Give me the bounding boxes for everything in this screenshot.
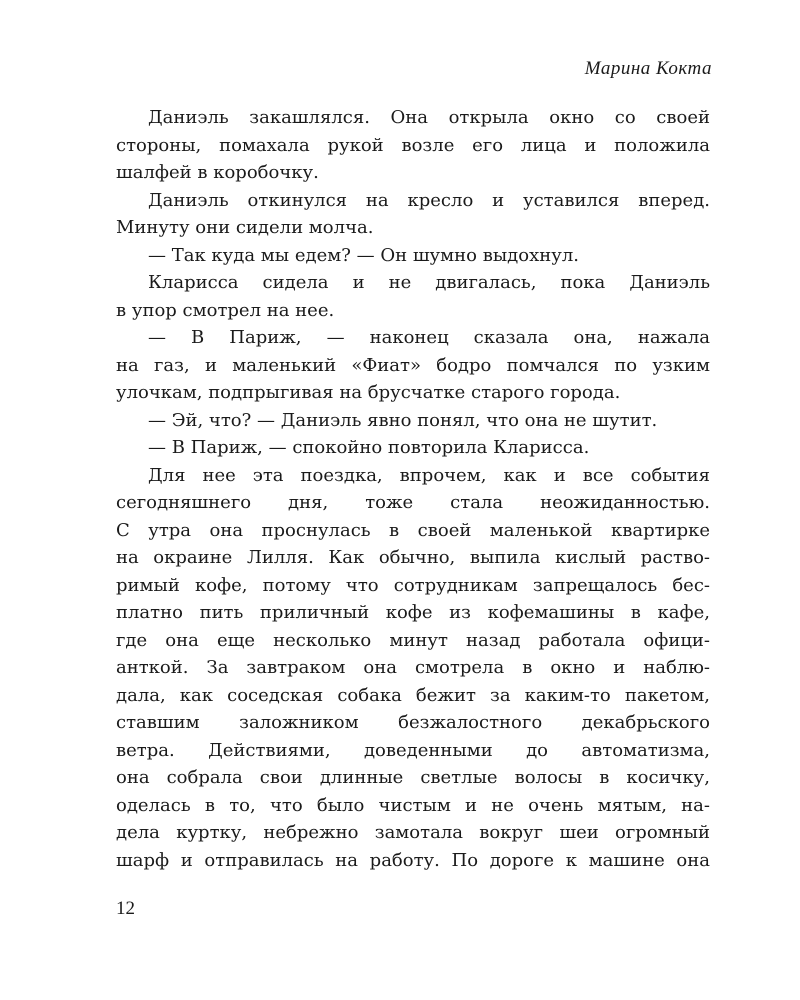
text-line: шалфей в коробочку. — [116, 162, 319, 183]
text-line: улочкам, подпрыгивая на брусчатке старого города. — [116, 382, 621, 403]
text-line: на газ, и маленький «Фиат» бодро помчался по узким — [116, 354, 710, 376]
text-line: Кларисса сидела и не двигалась, пока Даниэль — [148, 272, 710, 293]
text-line: — Так куда мы едем? — Он шумно выдохнул. — [148, 244, 579, 266]
text-line: Даниэль откинулся на кресло и уставился вперед. — [148, 189, 710, 211]
text-line: оделась в то, что было чистым и не очень мятым, на- — [116, 794, 710, 816]
page-number: 12 — [116, 898, 135, 919]
text-line: дела куртку, небрежно замотала вокруг шеи огромный — [116, 822, 710, 843]
text-line: она собрала свои длинные светлые волосы в косичку, — [116, 767, 710, 788]
text-line: — В Париж, — наконец сказала она, нажала — [148, 327, 710, 348]
text-line: С утра она проснулась в своей маленькой квартирке — [116, 519, 710, 541]
text-line: в упор смотрел на нее. — [116, 299, 335, 321]
text-line: платно пить приличный кофе из кофемашины в кафе, — [116, 602, 710, 623]
text-line: сегодняшнего дня, тоже стала неожиданностью. — [116, 492, 710, 513]
text-line: Для нее эта поездка, впрочем, как и все события — [148, 464, 710, 486]
text-line: шарф и отправилась на работу. По дороге к машине она — [116, 849, 710, 871]
text-line: — Эй, что? — Даниэль явно понял, что она не шутит. — [148, 409, 658, 431]
text-line: на окраине Лилля. Как обычно, выпила кислый раство- — [116, 547, 710, 568]
text-line: римый кофе, потому что сотрудникам запрещалось бес- — [116, 574, 710, 596]
text-line: анткой. За завтраком она смотрела в окно и наблю- — [116, 657, 710, 678]
body-text — [116, 104, 710, 874]
running-head-author: Марина Кокта — [584, 58, 712, 79]
text-line: — В Париж, — спокойно повторила Кларисса. — [148, 437, 590, 458]
text-line: ветра. Действиями, доведенными до автоматизма, — [116, 739, 710, 761]
text-line: Даниэль закашлялся. Она открыла окно со своей — [148, 107, 710, 128]
text-line: Минуту они сидели молча. — [116, 217, 374, 238]
text-line: дала, как соседская собака бежит за каким-то пакетом, — [116, 684, 710, 706]
text-line: ставшим заложником безжалостного декабрьского — [116, 712, 710, 733]
text-line: где она еще несколько минут назад работала офици- — [116, 629, 710, 651]
text-line: стороны, помахала рукой возле его лица и положила — [116, 134, 710, 156]
